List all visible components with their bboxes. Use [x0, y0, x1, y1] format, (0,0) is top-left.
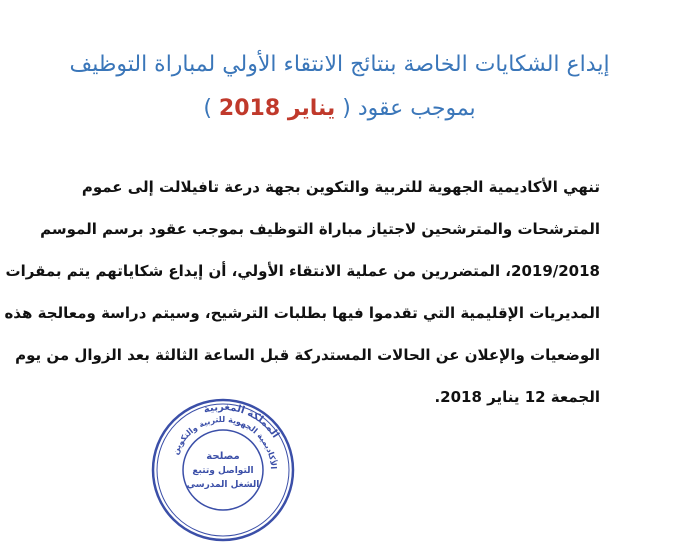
subtitle-date-highlight: يناير 2018: [218, 96, 336, 121]
official-stamp: [148, 395, 298, 545]
body-line-6: الجمعة 12 يناير 2018.: [434, 388, 600, 406]
body-line-1: تنهي الأكاديمية الجهوية للتربية والتكوين بجهة درعة تافيلالت إلى عموم: [81, 178, 600, 196]
stamp-center-line-3: الشغل المدرسي: [186, 480, 260, 490]
document-subtitle: [40, 96, 639, 121]
body-line-4: المديريات الإقليمية التي تقدموا فيها بطلبات الترشيح، وسيتم دراسة ومعالجة هذه: [4, 304, 600, 322]
body-line-2: المترشحات والمترشحين لاجتياز مباراة التوظيف بموجب عقود برسم الموسم: [40, 220, 600, 238]
subtitle-prefix: بموجب عقود (: [342, 96, 476, 121]
stamp-center-line-1: مصلحة: [206, 451, 240, 462]
document-title: إيداع الشكايات الخاصة بنتائج الانتقاء الأولي لمباراة التوظيف: [69, 52, 610, 77]
stamp-outer-text: المملكة المغربية: [202, 401, 281, 441]
body-line-5: الوضعيات والإعلان عن الحالات المستدركة قبل الساعة الثالثة بعد الزوال من يوم: [15, 346, 600, 364]
stamp-ring-text: الأكاديمية الجهوية للتربية والتكوين: [170, 414, 279, 470]
stamp-center-line-2: التواصل وتتبع: [192, 466, 254, 476]
subtitle-suffix: ): [203, 96, 212, 121]
body-line-3: 2019/2018، المتضررين من عملية الانتقاء الأولي، أن إيداع شكاياتهم يتم بمقرات: [5, 262, 600, 280]
